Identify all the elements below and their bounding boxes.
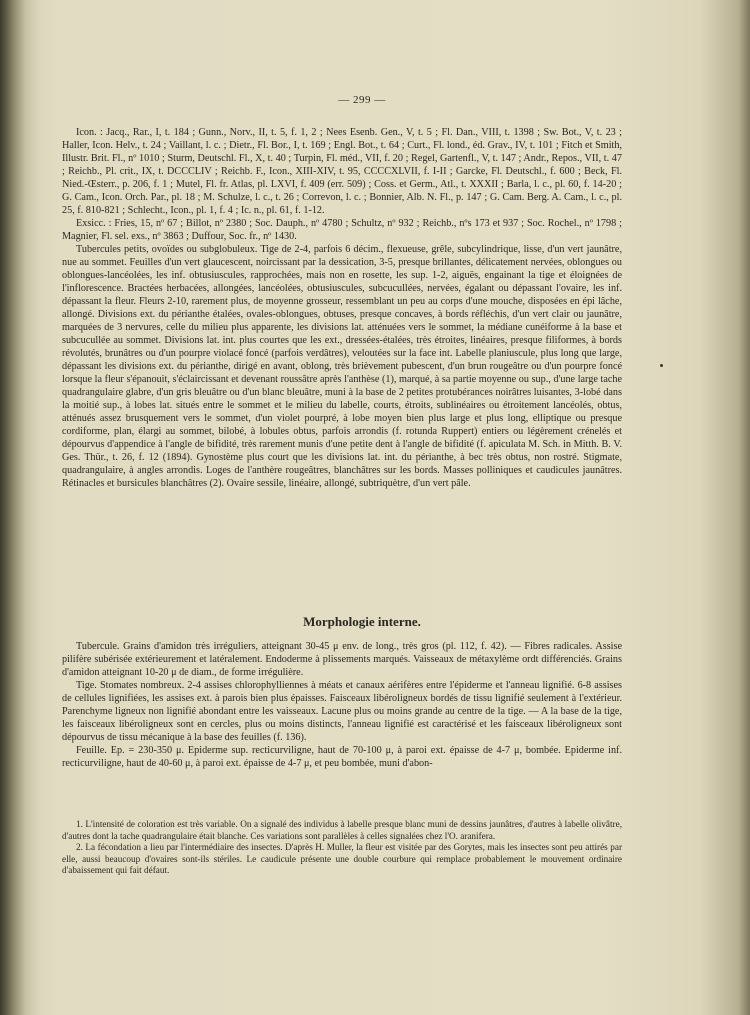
species-description: Tubercules petits, ovoïdes ou subglobuleux. Tige de 2-4, parfois 6 décim., flexueuse, grêle, subcylindrique, lisse, d'un vert jaunâtre, nue au sommet. Feuilles d'un vert glaucescent, noircissant par la dessication, 3-5, presque brillantes, délicatement nervées, oblongues ou oblongues-lancéolées, les inf. obtusiuscules, rapprochées, mais non en rosette, les sup. 1-2, aiguës, engainant la tige et éloignées de l'inflorescence. Bractées herbacées, allongées, lancéolées, obtusiuscules, subcucullées, nervées, égalant ou dépassant l'ovaire, les inf. dépassant la fleur. Fleurs 2-10, rarement plus, de moyenne grosseur, ressemblant un peu au corps d'une mouche, disposées en épi lâche, allongé. Divisions ext. du périanthe étalées, ovales-oblongues, obtuses, presque concaves, à bords réfléchis, d'un vert clair ou jaunâtre, marquées de 3 nervures, celle du milieu plus apparente, les divisions lat. atténuées vers le sommet, la médiane cunéiforme à la base et subcucullée au sommet. Divisions lat. int. plus courtes que les ext., dressées-étalées, très étroites, linéaires, presque filiformes, à bords révolutés, brunâtres ou d'un pourpre violacé foncé (parfois verdâtres), veloutées sur la face int. Labelle planiuscule, plus long que large, dépassant les divisions ext. du périanthe, dirigé en avant, oblong, très brièvement pubescent, d'un brun rougeâtre ou d'un pourpre foncé lorsque la fleur s'épanouit, s'éclaircissant et devenant roussâtre après l'anthèse (1), marqué, à sa partie moyenne ou sup., d'une large tache quadrangulaire glabre, d'un gris bleuâtre ou d'un blanc bleuâtre, muni à la base de 2 petites protubérances noirâtres luisantes, 3-lobé dans la moitié sup., à lobes lat. situés entre le sommet et le milieu du labelle, courts, étroits, sublinéaires ou étroitement lancéolés, obtus, atténués assez brusquement vers le sommet, d'un violet pourpré, à lobe moyen bien plus large et plus long, elliptique ou presque cordiforme, plan, élargi au sommet, bilobé, à lobules obtus, parfois arrondis (f. rotunda Ruppert) entiers ou légèrement crénelés et dépourvus d'appendice à l'angle de bifidité, très rarement munis d'une petite dent à l'angle de bifidité (f. apiculata M. Sch. in Mitth. B. V. Ges. Thür., t. 26, f. 12 (1894). Gynostème plus court que les divisions lat. int. du périanthe, à bec très obtus, non rostré. Stigmate, quadrangulaire, à angles arrondis. Loges de l'anthère rougeâtres, blanchâtres sur les bords. Masses polliniques et caudicules jaunâtres. Rétinacles et bursicules blanchâtres (2). Ovaire sessile, linéaire, allongé, subtriquètre, d'un vert pâle. xyxy=(62,244,622,489)
ink-speck xyxy=(660,364,663,367)
footnote-2: 2. La fécondation a lieu par l'intermédiaire des insectes. D'après H. Muller, la fleur est visitée par des Gorytes, mais les insectes sont peu attirés par elle, aussi beaucoup d'ovaires sont-ils stériles. Le caudicule présente une double courbure qui remplace probablement le mouvement ordinaire d'abaissement qui fait défaut. xyxy=(62,842,622,875)
icon-references: Icon. : Jacq., Rar., I, t. 184 ; Gunn., Norv., II, t. 5, f. 1, 2 ; Nees Esenb. Gen., V, t. 5 ; Fl. Dan., VIII, t. 1398 ; Sw. Bot., V, t. 23 ; Haller, Icon. Helv., t. 24 ; Vaillant, l. c. ; Dietr., Fl. Bor., I, t. 169 ; Engl. Bot., t. 64 ; Curt., Fl. lond., éd. Grav., IV, t. 101 ; Fitch et Smith, Illustr. Brit. Fl., nº 1010 ; Sturm, Deutschl. Fl., X, t. 40 ; Turpin, Fl. méd., VII, f. 20 ; Regel, Gartenfl., V, t. 147 ; Andr., Repos., VII, t. 47 ; Reichb., Pl. crit., IX, t. DCCCLIV ; Reichb. F., Icon., XIII-XIV, t. 95, CCCCXLVII, f. I-II ; Garcke, Fl. Deutschl., f. 600 ; Beck, Fl. Nied.-Œsterr., p. 206, f. 1 ; Mutel, Fl. fr. Atlas, pl. LXVI, f. 409 (err. 509) ; Coss. et Germ., Atl., t. XXXII ; Barla, l. c., pl. 60, f. 14-20 ; G. Cam., Icon. Orch. Par., pl. 18 ; M. Schulze, l. c., t. 26 ; Correvon, l. c. ; Bonnier, Alb. N. Fl., p. 147 ; G. Cam. Berg. A. Cam., l. c., pl. 25, f. 810-821 ; Schlecht., Icon., pl. 1, f. 4 ; Ic. n., pl. 61, f. 1-12. xyxy=(62,127,622,216)
book-page xyxy=(62,92,662,992)
feuille-paragraph: Feuille. Ep. = 230-350 μ. Epiderme sup. recticurviligne, haut de 70-100 μ, à paroi ext. épaisse de 4-7 μ, bombée. Epiderme inf. recticurviligne, haut de 40-60 μ, à paroi ext. épaisse de 4-7 μ, et peu bombée, muni d'abon- xyxy=(62,745,622,769)
tige-paragraph: Tige. Stomates nombreux. 2-4 assises chlorophylliennes à méats et canaux aérifères entre l'épiderme et l'anneau lignifié. 6-8 assises de cellules lignifiées, les assises ext. à parois bien plus épaisses. Faisceaux libéroligneux bordés de tissu lignifié seulement à l'extérieur. Parenchyme ligneux non lignifié abondant entre les vaisseaux. Lacune plus ou moins grande au centre de la tige. — A la base de la tige, les faisceaux libéroligneux sont en cercles, plus ou moins distincts, l'anneau lignifié est caractérisé et les faisceaux libéroligneux sont dépourvus de tissu mécanique à la base des feuilles (f. 136). xyxy=(62,680,622,743)
footnote-1: 1. L'intensité de coloration est très variable. On a signalé des individus à labelle presque blanc muni de dessins jaunâtres, d'autres à labelle olivâtre, d'autres dont la tache quadrangulaire était blanche. Ces variations sont parallèles à celles signalées chez l'O. aranifera. xyxy=(62,819,622,841)
main-text xyxy=(62,126,622,490)
footnotes xyxy=(62,819,622,877)
page-number: — 299 — xyxy=(338,94,386,106)
internal-morphology xyxy=(62,640,622,770)
tubercule-paragraph: Tubercule. Grains d'amidon très irréguliers, atteignant 30-45 μ env. de long., très gros (pl. 112, f. 42). — Fibres radicales. Assise pilifère subérisée extérieurement et latéralement. Endoderme à plissements marqués. Vaisseaux de métaxylème ordt différenciés. Grains d'amidon atteignant 10-20 μ de diam., de forme irrégulière. xyxy=(62,641,622,678)
section-heading: Morphologie interne. xyxy=(303,614,421,629)
exsicc-references: Exsicc. : Fries, 15, nº 67 ; Billot, nº 2380 ; Soc. Dauph., nº 4780 ; Schultz, nº 932 ; Reichb., nºs 173 et 937 ; Soc. Rochel., nº 1798 ; Magnier, Fl. sel. exs., nº 3863 ; Duffour, Soc. fr., nº 1430. xyxy=(62,218,622,242)
